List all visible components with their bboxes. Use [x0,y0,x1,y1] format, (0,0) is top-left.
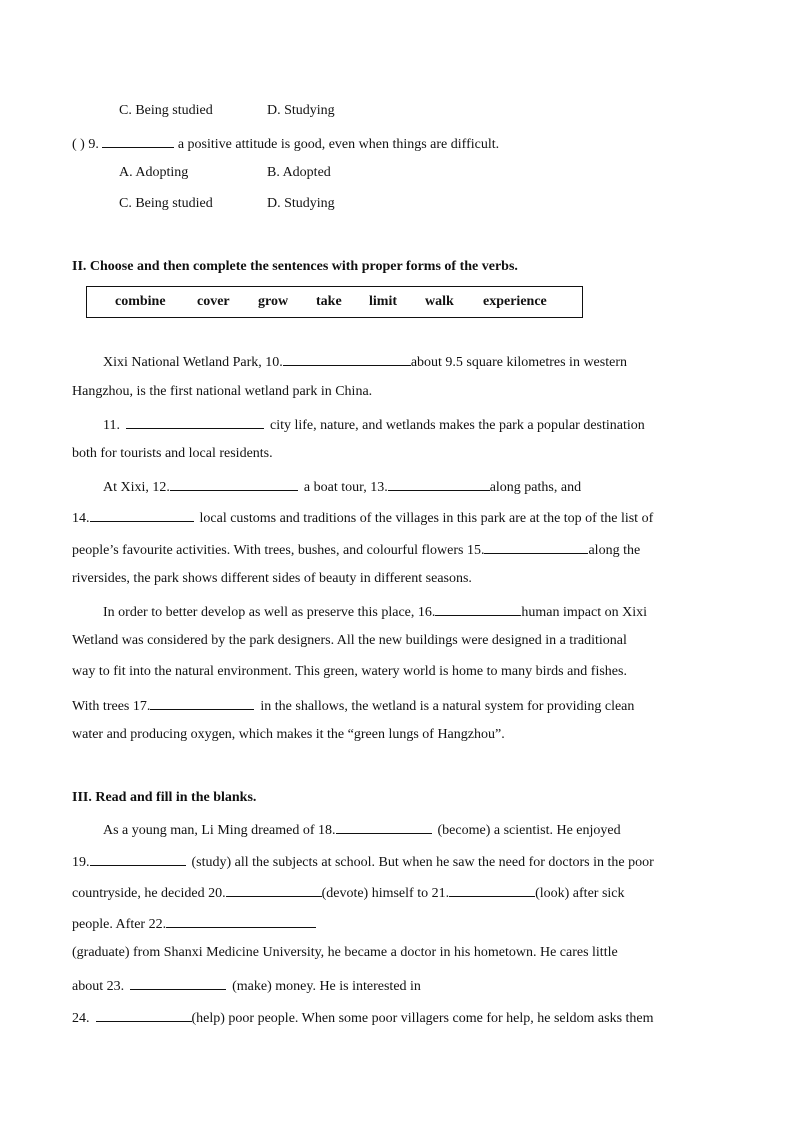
blank-20[interactable] [226,882,322,897]
text-span: (devote) himself to 21. [321,886,450,901]
blank-10[interactable] [283,351,411,366]
word-experience: experience [483,294,547,309]
blank-14[interactable] [90,507,194,522]
text-span: (become) a scientist. He enjoyed [437,823,621,838]
text-span: city life, nature, and wetlands makes the park a popular destination [269,418,645,433]
blank-22[interactable] [166,913,316,928]
blank-24[interactable] [96,1007,192,1022]
passage-line [72,975,421,996]
section-3-heading: III. Read and fill in the blanks. [72,790,257,805]
passage-line: Wetland was considered by the park designers. All the new buildings were designed in a traditional [72,633,627,648]
blank-11[interactable] [126,414,264,429]
passage-line: way to fit into the natural environment. This green, watery world is home to many birds and fishes. [72,664,627,679]
q9-option-b: B. Adopted [267,165,331,180]
text-span: human impact on Xixi [521,605,647,620]
text-span: (look) after sick [535,886,625,901]
passage-line [103,351,627,372]
q9-number: ( ) 9. [72,137,99,152]
passage-line: water and producing oxygen, which makes it the “green lungs of Hangzhou”. [72,727,505,742]
text-span: (make) money. He is interested in [232,979,421,994]
passage-line [72,1007,654,1028]
text-span: countryside, he decided 20. [72,886,226,901]
passage-line [72,913,316,934]
text-span: along paths, and [489,480,582,495]
text-span: With trees 17. [72,699,151,714]
blank-12[interactable] [170,476,298,491]
passage-line: (graduate) from Shanxi Medicine University, he became a doctor in his hometown. He cares little [72,945,618,960]
text-span: people’s favourite activities. With trees, bushes, and colourful flowers 15. [72,543,485,558]
text-span: (help) poor people. When some poor villagers come for help, he seldom asks them [191,1011,654,1026]
blank-18[interactable] [336,819,432,834]
passage-line [103,819,621,840]
blank-21[interactable] [449,882,535,897]
word-walk: walk [425,294,454,309]
passage-line [103,601,647,622]
text-span: (study) all the subjects at school. But when he saw the need for doctors in the poor [191,855,654,870]
text-span: 24. [72,1011,90,1026]
word-grow: grow [258,294,289,309]
question-9 [72,133,499,154]
text-span: in the shallows, the wetland is a natural system for providing clean [260,699,635,714]
text-span: 14. [72,511,90,526]
passage-line [72,695,634,716]
passage-line [72,882,625,903]
text-span: In order to better develop as well as preserve this place, 16. [103,605,436,620]
text-span: 19. [72,855,90,870]
passage-line [72,851,654,872]
blank-17[interactable] [150,695,254,710]
text-span: local customs and traditions of the villages in this park are at the top of the list of [199,511,654,526]
word-combine: combine [115,294,166,309]
passage-line [72,507,653,528]
section-2-heading: II. Choose and then complete the sentences with proper forms of the verbs. [72,259,518,274]
text-span: about 23. [72,979,125,994]
blank-16[interactable] [435,601,521,616]
blank-15[interactable] [484,539,588,554]
passage-line [103,414,645,435]
blank-19[interactable] [90,851,186,866]
q9-option-d: D. Studying [267,196,335,211]
blank-13[interactable] [388,476,490,491]
passage-line [103,476,581,497]
text-span: As a young man, Li Ming dreamed of 18. [103,823,336,838]
q9-option-c: C. Being studied [119,196,213,211]
text-span: about 9.5 square kilometres in western [410,355,627,370]
word-cover: cover [197,294,230,309]
word-bank [86,286,583,318]
text-span: 11. [103,418,120,433]
text-span: Xixi National Wetland Park, 10. [103,355,283,370]
passage-line: both for tourists and local residents. [72,446,273,461]
word-take: take [316,294,342,309]
passage-line [72,539,640,560]
passage-line: Hangzhou, is the first national wetland park in China. [72,384,373,399]
passage-line: riversides, the park shows different sides of beauty in different seasons. [72,571,472,586]
q8-option-c: C. Being studied [119,103,213,118]
text-span: along the [588,543,641,558]
q9-option-a: A. Adopting [119,165,189,180]
q9-blank[interactable] [102,133,174,148]
q8-option-d: D. Studying [267,103,335,118]
text-span: people. After 22. [72,917,167,932]
text-span: a boat tour, 13. [303,480,388,495]
word-limit: limit [369,294,397,309]
q9-text: a positive attitude is good, even when things are difficult. [177,137,500,152]
text-span: At Xixi, 12. [103,480,170,495]
blank-23[interactable] [130,975,226,990]
